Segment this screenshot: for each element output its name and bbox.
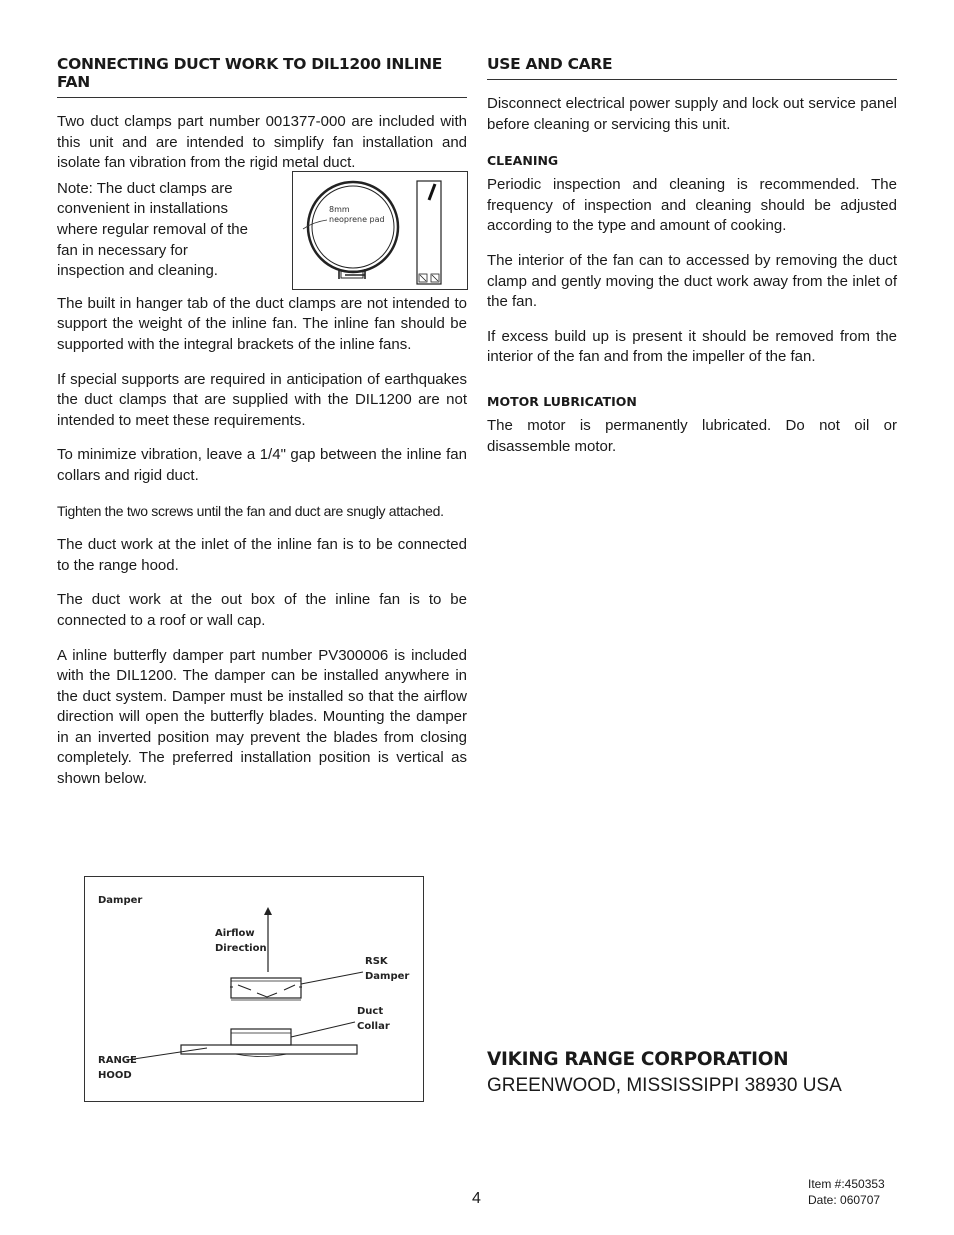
company-name: VIKING RANGE CORPORATION: [487, 1049, 789, 1070]
duct-clamp-figure: [292, 171, 468, 290]
paragraph-inlet: The duct work at the inlet of the inline fan is to be connected to the range hood.: [57, 536, 467, 574]
label-airflow-2: Direction: [215, 943, 267, 954]
damper-fig-title: Damper: [98, 895, 143, 906]
label-duct-2: Collar: [357, 1021, 390, 1032]
company-address: GREENWOOD, MISSISSIPPI 38930 USA: [487, 1075, 842, 1096]
range-hood-shape: [181, 1045, 357, 1057]
label-rsk-2: Damper: [365, 971, 410, 982]
label-range-2: HOOD: [98, 1070, 132, 1081]
airflow-arrow-icon: [264, 907, 272, 972]
paragraph-out-box: The duct work at the out box of the inline fan is to be connected to a roof or wall cap.: [57, 591, 467, 629]
left-column: [57, 52, 467, 804]
clamp-label-neoprene: neoprene pad: [329, 214, 385, 224]
label-range-1: RANGE: [98, 1055, 137, 1066]
item-number: Item #:450353: [808, 1177, 885, 1191]
paragraph-inspection: Periodic inspection and cleaning is recommended. The frequency of inspection and cleaning should be adjusted according to the type and amount of cooking.: [487, 176, 897, 235]
paragraph-build-up: If excess build up is present it should be removed from the interior of the fan and from the impeller of the fan.: [487, 327, 897, 366]
item-date: Date: 060707: [808, 1193, 881, 1207]
paragraph-vibration: To minimize vibration, leave a 1/4" gap between the inline fan collars and rigid duct.: [57, 446, 467, 484]
subheading-cleaning: CLEANING: [487, 153, 559, 169]
section-heading-duct-work: CONNECTING DUCT WORK TO DIL1200 INLINE FAN: [57, 52, 467, 98]
paragraph-duct-clamps: Two duct clamps part number 001377-000 are included with this unit and are intended to simplify fan installation and isolate fan vibration from the rigid metal duct.: [57, 113, 467, 172]
page-number: 4: [472, 1190, 481, 1207]
paragraph-disconnect: Disconnect electrical power supply and lock out service panel before cleaning or servicing this unit.: [487, 95, 897, 133]
paragraph-hanger-tab: The built in hanger tab of the duct clamps are not intended to support the weight of the inline fan. The inline fan should be supported with the integral brackets of the inline fans.: [57, 294, 467, 353]
label-airflow-1: Airflow: [215, 928, 255, 939]
note-row: [57, 179, 467, 290]
damper-drawing: [85, 877, 423, 1101]
company-block: [487, 1047, 907, 1099]
paragraph-tighten-screws: Tighten the two screws until the fan and duct are snugly attached.: [57, 502, 444, 519]
duct-clamp-drawing: [293, 172, 467, 289]
paragraph-earthquakes: If special supports are required in anticipation of earthquakes the duct clamps that are supplied with the DIL1200 are not intended to meet these requirements.: [57, 370, 467, 429]
subheading-motor-lubrication: MOTOR LUBRICATION: [487, 393, 637, 409]
paragraph-damper: A inline butterfly damper part number PV300006 is included with the DIL1200. The damper can be installed anywhere in the duct system. Damper must be installed so that the airflow direction will open the butterfly blades. Mounting the damper in an inverted position may prevent the blades from closing completely. The preferred installation position is vertical as shown below.: [57, 646, 467, 788]
label-duct-1: Duct: [357, 1006, 384, 1017]
label-rsk-1: RSK: [365, 956, 388, 967]
section-heading-use-and-care: USE AND CARE: [487, 52, 897, 80]
damper-figure: [84, 876, 424, 1102]
rsk-damper-shape: [230, 978, 302, 1000]
right-column: [487, 52, 897, 471]
paragraph-note: Note: The duct clamps are convenient in installations where regular removal of the fan in necessary for inspection and cleaning.: [57, 179, 248, 280]
item-info: [808, 1176, 885, 1208]
paragraph-motor: The motor is permanently lubricated. Do not oil or disassemble motor.: [487, 416, 897, 455]
duct-collar-shape: [231, 1029, 291, 1045]
clamp-label-8mm: 8mm: [329, 204, 350, 214]
paragraph-interior-access: The interior of the fan can to accessed by removing the duct clamp and gently moving the duct work away from the inlet of the fan.: [487, 251, 897, 311]
